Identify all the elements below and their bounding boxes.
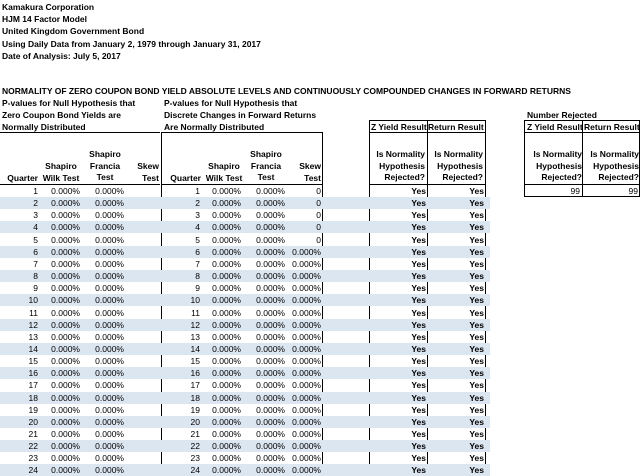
table-cell-q2[interactable]: 11 bbox=[191, 307, 200, 318]
table-cell-sf2[interactable]: 0.000% bbox=[256, 368, 285, 379]
table-cell-sw2[interactable]: 0.000% bbox=[212, 368, 241, 379]
left-caption-1: P-values for Null Hypothesis that bbox=[2, 98, 136, 108]
col-header-rejected-return: Is Normality Hypothesis Rejected? bbox=[590, 149, 639, 182]
table-cell-sf2[interactable]: 0.000% bbox=[256, 258, 285, 269]
table-cell-q2[interactable]: 21 bbox=[190, 429, 200, 439]
table-cell-sk[interactable] bbox=[126, 392, 159, 404]
rejected-count-zyield: 99 bbox=[570, 186, 580, 196]
table-cell-sw2[interactable]: 0.000% bbox=[212, 380, 241, 391]
table-cell-sf[interactable]: 0.000% bbox=[95, 465, 124, 476]
table-cell-sk[interactable] bbox=[126, 343, 159, 355]
col-header-zyield-rejected: Is Normality Hypothesis Rejected? bbox=[376, 149, 425, 182]
table-cell-rr[interactable]: Yes bbox=[469, 465, 484, 476]
table-cell-zr[interactable]: Yes bbox=[411, 465, 426, 476]
zyield-result-title: Z Yield Result bbox=[371, 122, 427, 132]
table-cell-sf[interactable]: 0.000% bbox=[95, 222, 124, 233]
data-range: Using Daily Data from January 2, 1979 through January 31, 2017 bbox=[2, 39, 261, 49]
table-cell-sw[interactable]: 0.000% bbox=[51, 198, 80, 209]
table-cell-q2[interactable]: 20 bbox=[190, 416, 200, 427]
table-cell-q2[interactable]: 17 bbox=[190, 380, 200, 391]
table-cell-sf2[interactable]: 0.000% bbox=[256, 404, 285, 415]
table-cell-sk[interactable] bbox=[126, 185, 159, 197]
table-cell-sf[interactable]: 0.000% bbox=[95, 429, 124, 439]
table-cell-sf2[interactable]: 0.000% bbox=[256, 234, 285, 245]
left-caption-2: Zero Coupon Bond Yields are bbox=[2, 110, 122, 120]
col-header-skew-left: Skew Test bbox=[137, 161, 159, 183]
col-header-quarter-left: Quarter bbox=[7, 173, 38, 183]
table-cell-sw2[interactable]: 0.000% bbox=[212, 392, 241, 403]
table-cell-q[interactable]: 8 bbox=[33, 271, 38, 282]
table-cell-sw[interactable]: 0.000% bbox=[51, 222, 80, 233]
model-name: HJM 14 Factor Model bbox=[2, 14, 88, 24]
table-cell-sk2[interactable]: 0 bbox=[316, 186, 321, 196]
table-cell-sw[interactable]: 0.000% bbox=[51, 343, 80, 354]
rejected-return-title: Return Result bbox=[584, 122, 640, 132]
table-cell-sw2[interactable]: 0.000% bbox=[212, 234, 241, 245]
table-cell-zr[interactable]: Yes bbox=[411, 186, 426, 196]
table-cell-sf2[interactable]: 0.000% bbox=[256, 295, 285, 306]
table-cell-sw2[interactable]: 0.000% bbox=[212, 331, 241, 342]
table-cell-sk[interactable] bbox=[126, 294, 159, 306]
table-cell-sk[interactable] bbox=[126, 270, 159, 282]
table-cell-sw[interactable]: 0.000% bbox=[51, 295, 80, 306]
table-cell-q[interactable]: 3 bbox=[33, 210, 38, 221]
table-cell-sk2[interactable]: 0.000% bbox=[292, 295, 321, 306]
table-cell-q[interactable]: 11 bbox=[29, 307, 38, 318]
table-cell-q2[interactable]: 6 bbox=[195, 246, 200, 257]
table-cell-sf2[interactable]: 0.000% bbox=[256, 453, 285, 464]
table-cell-zr[interactable]: Yes bbox=[411, 307, 426, 318]
table-cell-sf[interactable]: 0.000% bbox=[95, 307, 124, 318]
table-cell-sk2[interactable]: 0.000% bbox=[292, 441, 321, 452]
table-cell-sf[interactable]: 0.000% bbox=[95, 343, 124, 354]
table-cell-sk2[interactable]: 0.000% bbox=[292, 453, 321, 464]
table-cell-q[interactable]: 4 bbox=[33, 222, 38, 233]
table-cell-rr[interactable]: Yes bbox=[469, 404, 484, 415]
col-header-shapiro-francia-left: Shapiro Francia Test bbox=[89, 149, 121, 182]
table-cell-sw2[interactable]: 0.000% bbox=[212, 258, 241, 269]
table-cell-sk2[interactable]: 0.000% bbox=[292, 368, 321, 379]
table-cell-q[interactable]: 9 bbox=[33, 283, 38, 294]
table-cell-q2[interactable]: 24 bbox=[190, 465, 200, 476]
table-cell-sf2[interactable]: 0.000% bbox=[256, 331, 285, 342]
table-cell-sf[interactable]: 0.000% bbox=[95, 441, 124, 452]
table-cell-sk[interactable] bbox=[126, 379, 159, 391]
table-cell-sk2[interactable]: 0.000% bbox=[292, 416, 321, 427]
table-cell-zr[interactable]: Yes bbox=[411, 283, 426, 294]
table-cell-sw2[interactable]: 0.000% bbox=[212, 307, 241, 318]
number-rejected-title: Number Rejected bbox=[527, 110, 597, 120]
table-cell-rr[interactable]: Yes bbox=[469, 356, 484, 367]
table-cell-sw2[interactable]: 0.000% bbox=[212, 356, 241, 367]
table-cell-sk2[interactable]: 0.000% bbox=[292, 392, 321, 403]
table-cell-zr[interactable]: Yes bbox=[411, 392, 426, 403]
table-cell-q2[interactable]: 3 bbox=[195, 210, 200, 221]
table-cell-sw2[interactable]: 0.000% bbox=[212, 210, 241, 221]
table-cell-sw[interactable]: 0.000% bbox=[51, 271, 80, 282]
table-cell-q[interactable]: 6 bbox=[33, 246, 38, 257]
table-cell-sk[interactable] bbox=[126, 234, 159, 246]
table-cell-sk2[interactable]: 0 bbox=[316, 198, 321, 209]
table-cell-q2[interactable]: 8 bbox=[195, 271, 200, 282]
border-line bbox=[0, 132, 160, 133]
border-line bbox=[582, 120, 583, 196]
table-cell-rr[interactable]: Yes bbox=[469, 453, 484, 464]
table-cell-zr[interactable]: Yes bbox=[411, 271, 426, 282]
table-cell-sk2[interactable]: 0.000% bbox=[292, 307, 321, 318]
table-cell-sf[interactable]: 0.000% bbox=[95, 246, 124, 257]
table-cell-sk2[interactable]: 0.000% bbox=[292, 356, 321, 367]
table-cell-sk2[interactable]: 0.000% bbox=[292, 343, 321, 354]
table-cell-q[interactable]: 24 bbox=[28, 465, 38, 476]
table-cell-q[interactable]: 10 bbox=[28, 295, 38, 306]
table-cell-sw2[interactable]: 0.000% bbox=[212, 283, 241, 294]
table-cell-sk[interactable] bbox=[126, 307, 159, 319]
table-cell-sw2[interactable]: 0.000% bbox=[212, 222, 241, 233]
table-cell-zr[interactable]: Yes bbox=[411, 222, 426, 233]
company-name: Kamakura Corporation bbox=[2, 2, 95, 12]
col-header-rejected-zyield: Is Normality Hypothesis Rejected? bbox=[533, 149, 582, 182]
table-cell-sw[interactable]: 0.000% bbox=[51, 404, 80, 415]
table-cell-q[interactable]: 21 bbox=[28, 429, 38, 439]
border-line bbox=[162, 132, 322, 133]
bond-name: United Kingdom Government Bond bbox=[2, 26, 145, 36]
mid-caption-2: Discrete Changes in Forward Returns bbox=[164, 110, 317, 120]
table-cell-sk2[interactable]: 0.000% bbox=[292, 429, 321, 439]
table-cell-sf2[interactable]: 0.000% bbox=[256, 283, 285, 294]
table-cell-sw[interactable]: 0.000% bbox=[51, 234, 80, 245]
col-header-shapiro-wilk-mid: Shapiro Wilk Test bbox=[205, 161, 243, 183]
table-cell-rr[interactable]: Yes bbox=[469, 392, 484, 403]
table-cell-sw2[interactable]: 0.000% bbox=[212, 198, 241, 209]
table-cell-sk2[interactable]: 0.000% bbox=[292, 246, 321, 257]
table-cell-sf2[interactable]: 0.000% bbox=[256, 319, 285, 330]
table-cell-sk2[interactable]: 0 bbox=[316, 234, 321, 245]
table-cell-sw2[interactable]: 0.000% bbox=[212, 295, 241, 306]
table-cell-sw[interactable]: 0.000% bbox=[51, 392, 80, 403]
table-cell-q[interactable]: 16 bbox=[28, 368, 38, 379]
table-cell-q2[interactable]: 16 bbox=[190, 368, 200, 379]
table-cell-rr[interactable]: Yes bbox=[469, 234, 484, 245]
table-cell-sk2[interactable]: 0.000% bbox=[292, 258, 321, 269]
table-cell-sk[interactable] bbox=[126, 319, 159, 331]
table-cell-rr[interactable]: Yes bbox=[469, 222, 484, 233]
table-cell-zr[interactable]: Yes bbox=[411, 441, 426, 452]
table-cell-rr[interactable]: Yes bbox=[469, 283, 484, 294]
table-cell-sw2[interactable]: 0.000% bbox=[212, 441, 241, 452]
table-cell-sk[interactable] bbox=[126, 209, 159, 221]
table-cell-q2[interactable]: 19 bbox=[190, 404, 200, 415]
rejected-count-return: 99 bbox=[628, 186, 638, 196]
table-cell-q[interactable]: 23 bbox=[28, 453, 38, 464]
table-cell-sf2[interactable]: 0.000% bbox=[256, 210, 285, 221]
table-cell-q2[interactable]: 4 bbox=[195, 222, 200, 233]
table-cell-sf2[interactable]: 0.000% bbox=[256, 246, 285, 257]
table-cell-zr[interactable]: Yes bbox=[411, 429, 426, 439]
table-cell-sk2[interactable]: 0.000% bbox=[292, 331, 321, 342]
col-header-return-rejected: Is Normality Hypothesis Rejected? bbox=[434, 149, 483, 182]
table-cell-rr[interactable]: Yes bbox=[469, 307, 484, 318]
table-cell-sk2[interactable]: 0 bbox=[316, 222, 321, 233]
table-cell-sw[interactable]: 0.000% bbox=[51, 465, 80, 476]
table-cell-sk2[interactable]: 0.000% bbox=[292, 319, 321, 330]
table-cell-rr[interactable]: Yes bbox=[469, 186, 484, 196]
table-cell-zr[interactable]: Yes bbox=[411, 404, 426, 415]
table-cell-sk[interactable] bbox=[126, 367, 159, 379]
table-cell-q2[interactable]: 23 bbox=[190, 453, 200, 464]
table-cell-sw2[interactable]: 0.000% bbox=[212, 246, 241, 257]
table-cell-sk2[interactable]: 0 bbox=[316, 210, 321, 221]
table-cell-zr[interactable]: Yes bbox=[411, 331, 426, 342]
table-cell-sk[interactable] bbox=[126, 355, 159, 367]
table-cell-sk[interactable] bbox=[126, 428, 159, 440]
table-cell-q2[interactable]: 9 bbox=[195, 283, 200, 294]
table-cell-zr[interactable]: Yes bbox=[411, 246, 426, 257]
table-cell-q[interactable]: 5 bbox=[33, 234, 38, 245]
section-title: NORMALITY OF ZERO COUPON BOND YIELD ABSOLUTE LEVELS AND CONTINUOUSLY COMPOUNDED CHANGES IN FORWARD RETURNS bbox=[2, 86, 571, 96]
analysis-date: Date of Analysis: July 5, 2017 bbox=[2, 51, 121, 61]
table-cell-zr[interactable]: Yes bbox=[411, 319, 426, 330]
table-cell-sw[interactable]: 0.000% bbox=[51, 283, 80, 294]
col-header-quarter-mid: Quarter bbox=[170, 173, 201, 183]
table-cell-q2[interactable]: 18 bbox=[190, 392, 200, 403]
table-cell-zr[interactable]: Yes bbox=[411, 295, 426, 306]
table-cell-sw[interactable]: 0.000% bbox=[51, 416, 80, 427]
table-cell-rr[interactable]: Yes bbox=[469, 198, 484, 209]
table-cell-sf[interactable]: 0.000% bbox=[95, 210, 124, 221]
table-cell-sw[interactable]: 0.000% bbox=[51, 307, 80, 318]
table-cell-sk[interactable] bbox=[126, 246, 159, 258]
table-cell-sw2[interactable]: 0.000% bbox=[212, 465, 241, 476]
table-cell-sf[interactable]: 0.000% bbox=[95, 404, 124, 415]
table-cell-sw2[interactable]: 0.000% bbox=[212, 271, 241, 282]
table-cell-zr[interactable]: Yes bbox=[411, 416, 426, 427]
table-cell-sf2[interactable]: 0.000% bbox=[256, 465, 285, 476]
table-cell-sf[interactable]: 0.000% bbox=[95, 392, 124, 403]
table-cell-q2[interactable]: 14 bbox=[190, 343, 200, 354]
table-cell-rr[interactable]: Yes bbox=[469, 258, 484, 269]
table-cell-sk2[interactable]: 0.000% bbox=[292, 404, 321, 415]
table-cell-sf2[interactable]: 0.000% bbox=[256, 392, 285, 403]
table-cell-sf[interactable]: 0.000% bbox=[95, 416, 124, 427]
table-cell-rr[interactable]: Yes bbox=[469, 343, 484, 354]
table-cell-rr[interactable]: Yes bbox=[469, 368, 484, 379]
table-cell-sw[interactable]: 0.000% bbox=[51, 368, 80, 379]
table-cell-sf[interactable]: 0.000% bbox=[95, 331, 124, 342]
border-line bbox=[524, 120, 525, 196]
table-cell-sf2[interactable]: 0.000% bbox=[256, 271, 285, 282]
table-cell-sf[interactable]: 0.000% bbox=[95, 283, 124, 294]
table-cell-q[interactable]: 17 bbox=[28, 380, 38, 391]
table-cell-rr[interactable]: Yes bbox=[469, 246, 484, 257]
return-result-title: Return Result bbox=[428, 122, 484, 132]
table-cell-q[interactable]: 12 bbox=[28, 319, 38, 330]
table-cell-sw[interactable]: 0.000% bbox=[51, 356, 80, 367]
table-cell-q[interactable]: 19 bbox=[28, 404, 38, 415]
table-cell-sk2[interactable]: 0.000% bbox=[292, 283, 321, 294]
table-cell-sf[interactable]: 0.000% bbox=[95, 271, 124, 282]
table-cell-zr[interactable]: Yes bbox=[411, 234, 426, 245]
table-cell-rr[interactable]: Yes bbox=[469, 429, 484, 439]
table-cell-q[interactable]: 14 bbox=[28, 343, 38, 354]
table-cell-sf[interactable]: 0.000% bbox=[95, 258, 124, 269]
table-cell-sk[interactable] bbox=[126, 464, 159, 476]
table-cell-sw[interactable]: 0.000% bbox=[51, 258, 80, 269]
table-cell-q[interactable]: 2 bbox=[33, 198, 38, 209]
table-cell-sf[interactable]: 0.000% bbox=[95, 186, 124, 196]
table-cell-sk[interactable] bbox=[126, 452, 159, 464]
table-cell-sf[interactable]: 0.000% bbox=[95, 198, 124, 209]
mid-caption-1: P-values for Null Hypothesis that bbox=[164, 98, 298, 108]
table-cell-sf2[interactable]: 0.000% bbox=[256, 307, 285, 318]
table-cell-q[interactable]: 20 bbox=[28, 416, 38, 427]
table-cell-q[interactable]: 15 bbox=[28, 356, 38, 367]
table-cell-sk[interactable] bbox=[126, 282, 159, 294]
table-cell-sf2[interactable]: 0.000% bbox=[256, 186, 285, 196]
rejected-zyield-title: Z Yield Result bbox=[527, 122, 583, 132]
table-cell-zr[interactable]: Yes bbox=[411, 380, 426, 391]
table-cell-zr[interactable]: Yes bbox=[411, 210, 426, 221]
table-cell-sf[interactable]: 0.000% bbox=[95, 295, 124, 306]
table-cell-sk2[interactable]: 0.000% bbox=[292, 380, 321, 391]
table-cell-sf2[interactable]: 0.000% bbox=[256, 222, 285, 233]
table-cell-sf[interactable]: 0.000% bbox=[95, 368, 124, 379]
table-cell-q[interactable]: 7 bbox=[33, 258, 38, 269]
table-cell-rr[interactable]: Yes bbox=[469, 441, 484, 452]
table-cell-zr[interactable]: Yes bbox=[411, 258, 426, 269]
table-cell-zr[interactable]: Yes bbox=[411, 368, 426, 379]
table-cell-zr[interactable]: Yes bbox=[411, 356, 426, 367]
table-cell-q2[interactable]: 1 bbox=[195, 186, 200, 196]
table-cell-rr[interactable]: Yes bbox=[469, 319, 484, 330]
table-cell-q[interactable]: 1 bbox=[33, 186, 38, 196]
table-cell-sw[interactable]: 0.000% bbox=[51, 331, 80, 342]
table-cell-sf[interactable]: 0.000% bbox=[95, 234, 124, 245]
table-cell-zr[interactable]: Yes bbox=[411, 343, 426, 354]
table-cell-q[interactable]: 13 bbox=[28, 331, 38, 342]
table-cell-sf2[interactable]: 0.000% bbox=[256, 429, 285, 439]
table-cell-sf[interactable]: 0.000% bbox=[95, 356, 124, 367]
table-cell-rr[interactable]: Yes bbox=[469, 210, 484, 221]
table-cell-sk2[interactable]: 0.000% bbox=[292, 271, 321, 282]
table-cell-q2[interactable]: 22 bbox=[190, 441, 200, 452]
col-header-skew-mid: Skew Test bbox=[299, 161, 321, 183]
table-cell-sw[interactable]: 0.000% bbox=[51, 441, 80, 452]
table-cell-sw2[interactable]: 0.000% bbox=[212, 186, 241, 196]
table-cell-rr[interactable]: Yes bbox=[469, 295, 484, 306]
table-cell-sw[interactable]: 0.000% bbox=[51, 380, 80, 391]
table-cell-sw[interactable]: 0.000% bbox=[51, 210, 80, 221]
col-header-shapiro-francia-mid: Shapiro Francia Test bbox=[250, 149, 282, 182]
table-cell-sw2[interactable]: 0.000% bbox=[212, 319, 241, 330]
table-cell-sf2[interactable]: 0.000% bbox=[256, 416, 285, 427]
table-cell-sw2[interactable]: 0.000% bbox=[212, 404, 241, 415]
table-cell-zr[interactable]: Yes bbox=[411, 453, 426, 464]
table-cell-sf2[interactable]: 0.000% bbox=[256, 343, 285, 354]
mid-caption-3: Are Normally Distributed bbox=[164, 122, 265, 132]
table-cell-sf2[interactable]: 0.000% bbox=[256, 441, 285, 452]
col-header-shapiro-wilk-left: Shapiro Wilk Test bbox=[42, 161, 80, 183]
table-cell-sf[interactable]: 0.000% bbox=[95, 380, 124, 391]
table-cell-sw[interactable]: 0.000% bbox=[51, 453, 80, 464]
table-cell-rr[interactable]: Yes bbox=[469, 271, 484, 282]
table-cell-sw[interactable]: 0.000% bbox=[51, 319, 80, 330]
table-cell-zr[interactable]: Yes bbox=[411, 198, 426, 209]
table-cell-sw[interactable]: 0.000% bbox=[51, 429, 80, 439]
table-cell-rr[interactable]: Yes bbox=[469, 416, 484, 427]
table-cell-sw[interactable]: 0.000% bbox=[51, 186, 80, 196]
table-cell-q2[interactable]: 15 bbox=[190, 356, 200, 367]
table-cell-q2[interactable]: 2 bbox=[195, 198, 200, 209]
table-cell-sw2[interactable]: 0.000% bbox=[212, 453, 241, 464]
table-cell-q2[interactable]: 10 bbox=[190, 295, 200, 306]
table-cell-sf[interactable]: 0.000% bbox=[95, 319, 124, 330]
table-cell-q2[interactable]: 7 bbox=[195, 258, 200, 269]
table-cell-sk[interactable] bbox=[126, 221, 159, 233]
table-cell-sw2[interactable]: 0.000% bbox=[212, 343, 241, 354]
table-cell-sw2[interactable]: 0.000% bbox=[212, 416, 241, 427]
table-cell-rr[interactable]: Yes bbox=[469, 331, 484, 342]
table-cell-sk[interactable] bbox=[126, 331, 159, 343]
table-cell-sf[interactable]: 0.000% bbox=[95, 453, 124, 464]
table-cell-sk[interactable] bbox=[126, 440, 159, 452]
table-cell-q2[interactable]: 13 bbox=[190, 331, 200, 342]
table-cell-q2[interactable]: 12 bbox=[190, 319, 200, 330]
table-cell-sf2[interactable]: 0.000% bbox=[256, 356, 285, 367]
table-cell-rr[interactable]: Yes bbox=[469, 380, 484, 391]
table-cell-q2[interactable]: 5 bbox=[195, 234, 200, 245]
table-cell-sf2[interactable]: 0.000% bbox=[256, 198, 285, 209]
table-cell-sw[interactable]: 0.000% bbox=[51, 246, 80, 257]
table-cell-q[interactable]: 22 bbox=[28, 441, 38, 452]
table-cell-sk[interactable] bbox=[126, 258, 159, 270]
table-cell-sf2[interactable]: 0.000% bbox=[256, 380, 285, 391]
table-cell-sk2[interactable]: 0.000% bbox=[292, 465, 321, 476]
table-cell-sw2[interactable]: 0.000% bbox=[212, 429, 241, 439]
left-caption-3: Normally Distributed bbox=[2, 122, 86, 132]
table-cell-q[interactable]: 18 bbox=[28, 392, 38, 403]
table-cell-sk[interactable] bbox=[126, 197, 159, 209]
table-cell-sk[interactable] bbox=[126, 416, 159, 428]
table-cell-sk[interactable] bbox=[126, 404, 159, 416]
